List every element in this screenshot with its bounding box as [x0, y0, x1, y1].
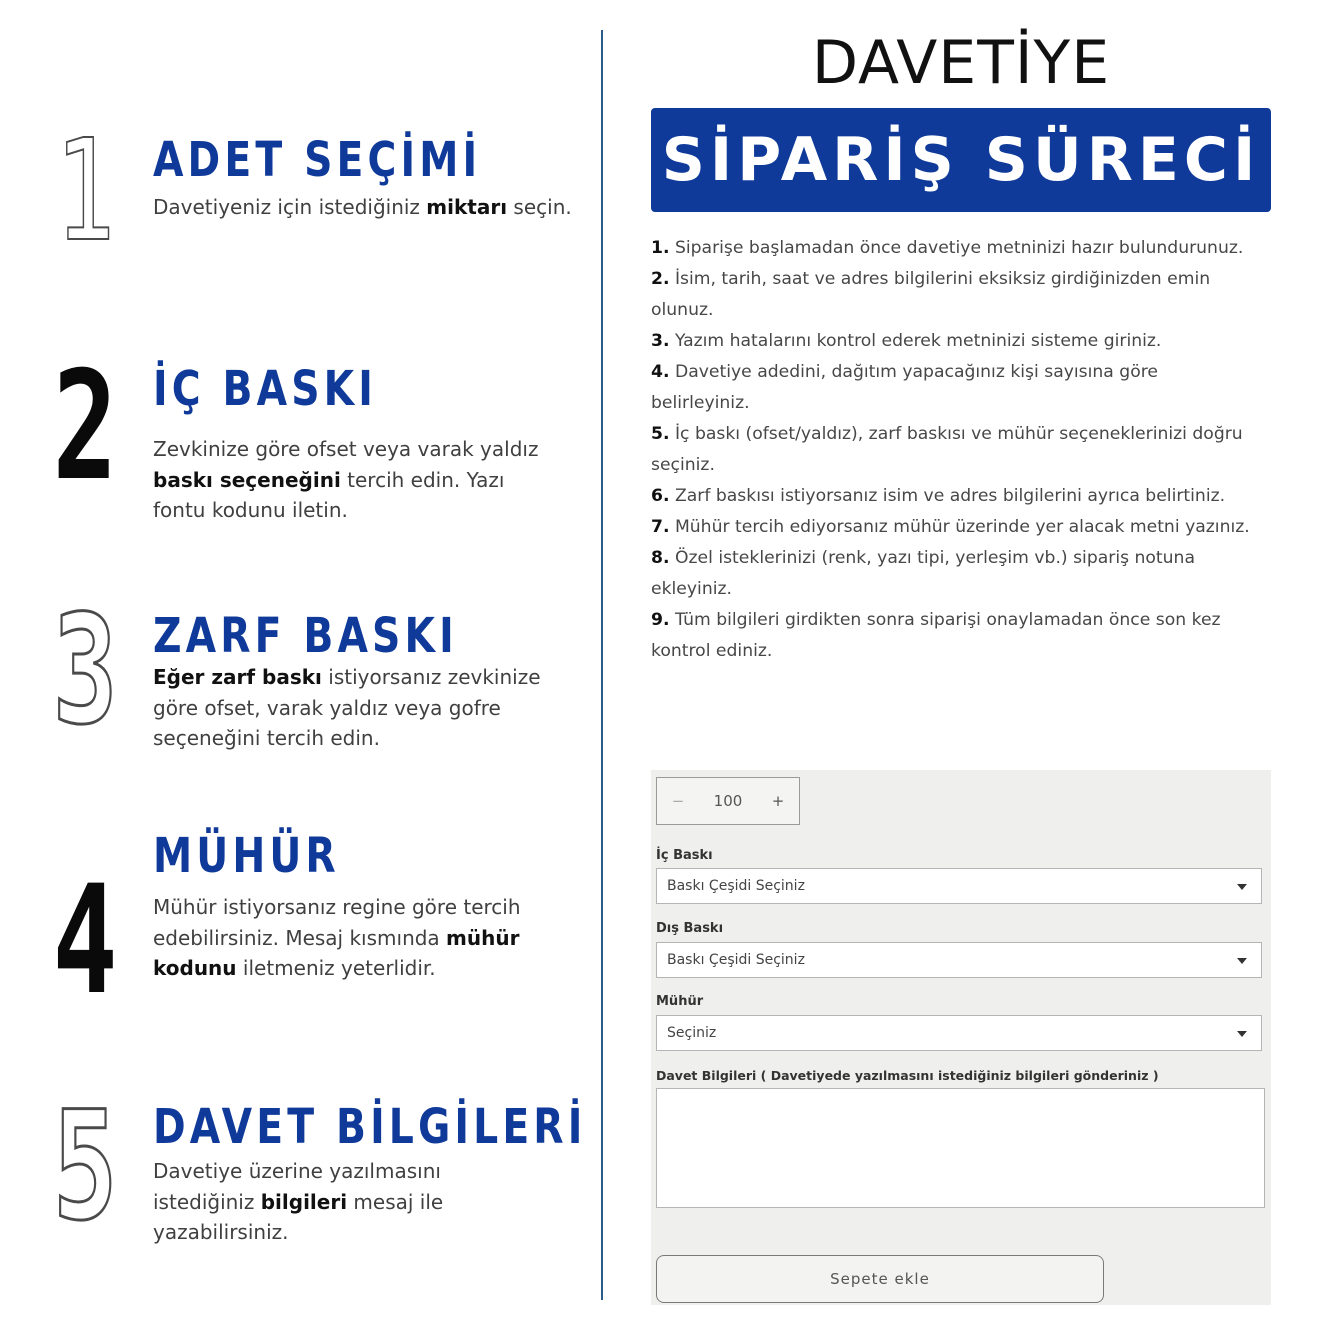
muhur-label: Mühür	[656, 994, 704, 1009]
instruction-item: 9. Tüm bilgileri girdikten sonra siparişi onaylamadan önce son kez kontrol ediniz.	[651, 610, 1221, 661]
step-title-3: ZARF BASKI	[153, 608, 458, 664]
add-to-cart-button[interactable]: Sepete ekle	[656, 1255, 1104, 1303]
chevron-down-icon	[1237, 884, 1247, 890]
davet-bilgileri-textarea[interactable]	[656, 1088, 1265, 1208]
chevron-down-icon	[1237, 1031, 1247, 1037]
step-number-3: 3	[52, 584, 118, 758]
step-number-2: 2	[52, 340, 118, 514]
banner-text: SİPARİŞ SÜRECİ	[661, 125, 1261, 195]
quantity-stepper[interactable]	[656, 777, 800, 825]
step-desc-2: Zevkinize göre ofset veya varak yaldız baskı seçeneğini tercih edin. Yazı fontu kodunu iletin.	[153, 437, 539, 522]
chevron-down-icon	[1237, 958, 1247, 964]
step-number-1: 1	[54, 110, 116, 273]
dis-baski-select[interactable]: Baskı Çeşidi Seçiniz	[656, 942, 1262, 978]
step-desc-3: Eğer zarf baskı istiyorsanız zevkinize göre ofset, varak yaldız veya gofre seçeneğini tercih edin.	[153, 665, 541, 750]
step-desc-5: Davetiye üzerine yazılmasını istediğiniz bilgileri mesaj ile yazabilirsiniz.	[153, 1159, 444, 1244]
step-number-5: 5	[52, 1080, 118, 1254]
dis-baski-label: Dış Baskı	[656, 921, 724, 936]
instruction-item: 4. Davetiye adedini, dağıtım yapacağınız kişi sayısına göre belirleyiniz.	[651, 362, 1158, 413]
quantity-value[interactable]: 100	[713, 792, 743, 810]
step-number-4: 4	[52, 854, 118, 1028]
increase-button[interactable]: +	[771, 792, 785, 810]
order-process-banner	[651, 108, 1271, 212]
step-title-1: ADET SEÇİMİ	[153, 132, 482, 188]
instruction-item: 1. Siparişe başlamadan önce davetiye metninizi hazır bulundurunuz.	[651, 238, 1244, 258]
instruction-item: 6. Zarf baskısı istiyorsanız isim ve adres bilgilerini ayrıca belirtiniz.	[651, 486, 1226, 506]
instruction-list	[651, 233, 1251, 667]
ic-baski-select[interactable]: Baskı Çeşidi Seçiniz	[656, 868, 1262, 904]
vertical-divider	[601, 30, 603, 1300]
instruction-item: 2. İsim, tarih, saat ve adres bilgilerini eksiksiz girdiğinizden emin olunuz.	[651, 269, 1211, 320]
muhur-select[interactable]: Seçiniz	[656, 1015, 1262, 1051]
ic-baski-label: İç Baskı	[656, 848, 713, 863]
decrease-button[interactable]: −	[671, 792, 685, 810]
instruction-item: 3. Yazım hatalarını kontrol ederek metninizi sisteme giriniz.	[651, 331, 1162, 351]
order-form	[651, 770, 1271, 1305]
instruction-item: 5. İç baskı (ofset/yaldız), zarf baskısı ve mühür seçeneklerinizi doğru seçiniz.	[651, 424, 1243, 475]
brand-title: DAVETİYE	[811, 28, 1111, 98]
step-title-2: İÇ BASKI	[153, 361, 377, 417]
step-title-5: DAVET BİLGİLERİ	[153, 1099, 587, 1155]
davet-bilgileri-label: Davet Bilgileri ( Davetiyede yazılmasını istediğiniz bilgileri gönderiniz )	[656, 1068, 1159, 1083]
instruction-item: 7. Mühür tercih ediyorsanız mühür üzerinde yer alacak metni yazınız.	[651, 517, 1250, 537]
step-title-4: MÜHÜR	[153, 828, 340, 884]
step-desc-4: Mühür istiyorsanız regine göre tercih edebilirsiniz. Mesaj kısmında mühür kodunu iletmeniz yeterlidir.	[153, 895, 521, 980]
instruction-item: 8. Özel isteklerinizi (renk, yazı tipi, yerleşim vb.) sipariş notuna ekleyiniz.	[651, 548, 1195, 599]
step-desc-1: Davetiyeniz için istediğiniz miktarı seçin.	[153, 195, 572, 219]
